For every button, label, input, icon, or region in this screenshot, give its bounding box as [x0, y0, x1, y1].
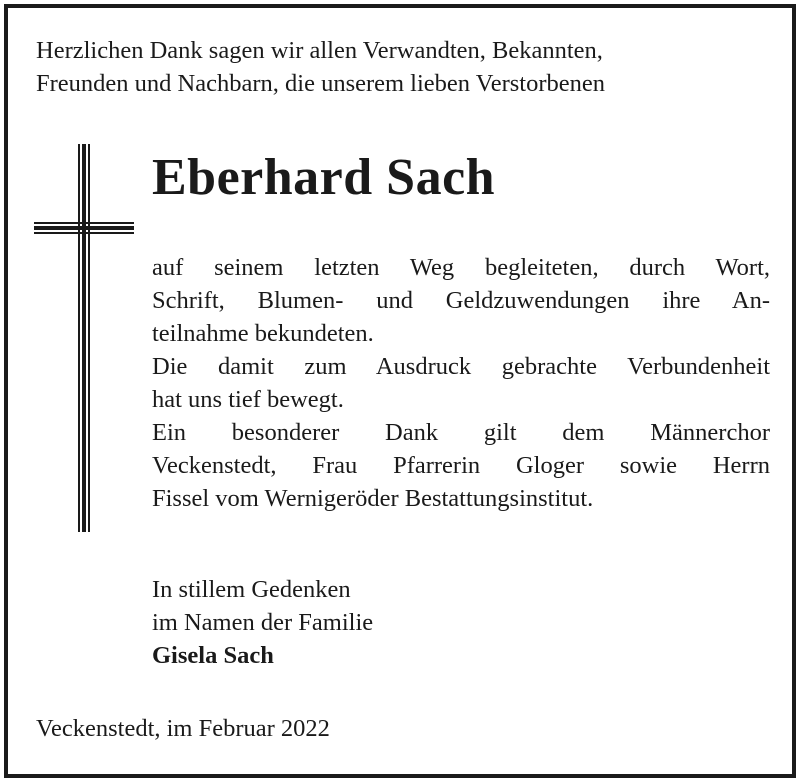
deceased-name: Eberhard Sach: [152, 149, 496, 206]
latin-cross-icon: [34, 144, 134, 532]
obituary-thank-you-notice: [4, 4, 796, 778]
intro-line-2: Freunden und Nachbarn, die unserem lieben Verstorbenen: [36, 70, 605, 97]
body-line: Schrift, Blumen- und Geldzuwendungen ihre An-: [152, 287, 770, 314]
body-line: teilnahme bekundeten.: [152, 320, 374, 347]
thanks-body: [152, 251, 770, 515]
intro-line-1: Herzlichen Dank sagen wir allen Verwandten, Bekannten,: [36, 37, 603, 64]
body-line: hat uns tief bewegt.: [152, 386, 344, 413]
place-date: Veckenstedt, im Februar 2022: [36, 715, 330, 742]
body-line: Veckenstedt, Frau Pfarrerin Gloger sowie Herrn: [152, 452, 770, 479]
body-line: auf seinem letzten Weg begleiteten, durch Wort,: [152, 254, 770, 281]
body-line: Fissel vom Wernigeröder Bestattungsinstitut.: [152, 485, 594, 512]
signer-name: Gisela Sach: [152, 642, 274, 669]
body-line: Die damit zum Ausdruck gebrachte Verbundenheit: [152, 353, 770, 380]
closing-line-1: In stillem Gedenken: [152, 576, 351, 603]
intro-text: [36, 34, 605, 100]
closing-line-2: im Namen der Familie: [152, 609, 374, 636]
body-line: Ein besonderer Dank gilt dem Männerchor: [152, 419, 770, 446]
closing-block: [152, 573, 373, 672]
